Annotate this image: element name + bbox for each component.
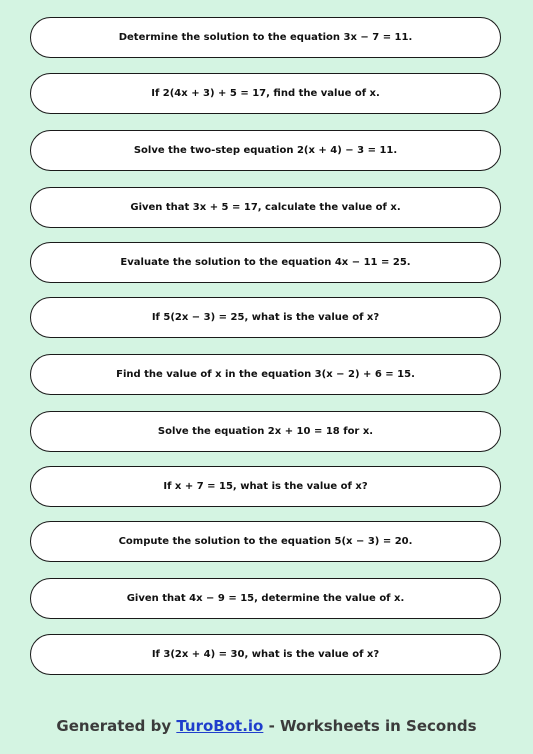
question-text: Solve the equation 2x + 10 = 18 for x. — [157, 426, 374, 437]
question-text: Find the value of x in the equation 3(x − 2) + 6 = 15. — [116, 369, 415, 380]
question-text: Evaluate the solution to the equation 4x − 11 = 25. — [120, 257, 411, 268]
question-text: If 2(4x + 3) + 5 = 17, find the value of x. — [151, 88, 380, 99]
question-card — [30, 578, 501, 619]
question-text: Solve the two-step equation 2(x + 4) − 3 = 11. — [133, 145, 398, 156]
question-card — [30, 297, 501, 338]
footer-suffix: - Worksheets in Seconds — [263, 717, 477, 735]
question-text: If x + 7 = 15, what is the value of x? — [163, 481, 368, 492]
question-card — [30, 521, 501, 562]
question-card — [30, 187, 501, 228]
question-text: Determine the solution to the equation 3x − 7 = 11. — [118, 32, 413, 43]
turobot-link[interactable]: TuroBot.io — [176, 717, 264, 735]
question-card — [30, 242, 501, 283]
question-text: Given that 4x − 9 = 15, determine the value of x. — [126, 593, 405, 604]
question-text: Compute the solution to the equation 5(x − 3) = 20. — [118, 536, 413, 547]
question-text: Given that 3x + 5 = 17, calculate the value of x. — [130, 202, 401, 213]
question-text: If 3(2x + 4) = 30, what is the value of x? — [151, 649, 380, 660]
question-card — [30, 466, 501, 507]
question-text: If 5(2x − 3) = 25, what is the value of x? — [151, 312, 380, 323]
question-card — [30, 411, 501, 452]
question-card — [30, 354, 501, 395]
footer — [0, 717, 533, 735]
footer-prefix: Generated by — [56, 717, 177, 735]
question-card — [30, 130, 501, 171]
question-card — [30, 634, 501, 675]
question-card — [30, 17, 501, 58]
question-card — [30, 73, 501, 114]
